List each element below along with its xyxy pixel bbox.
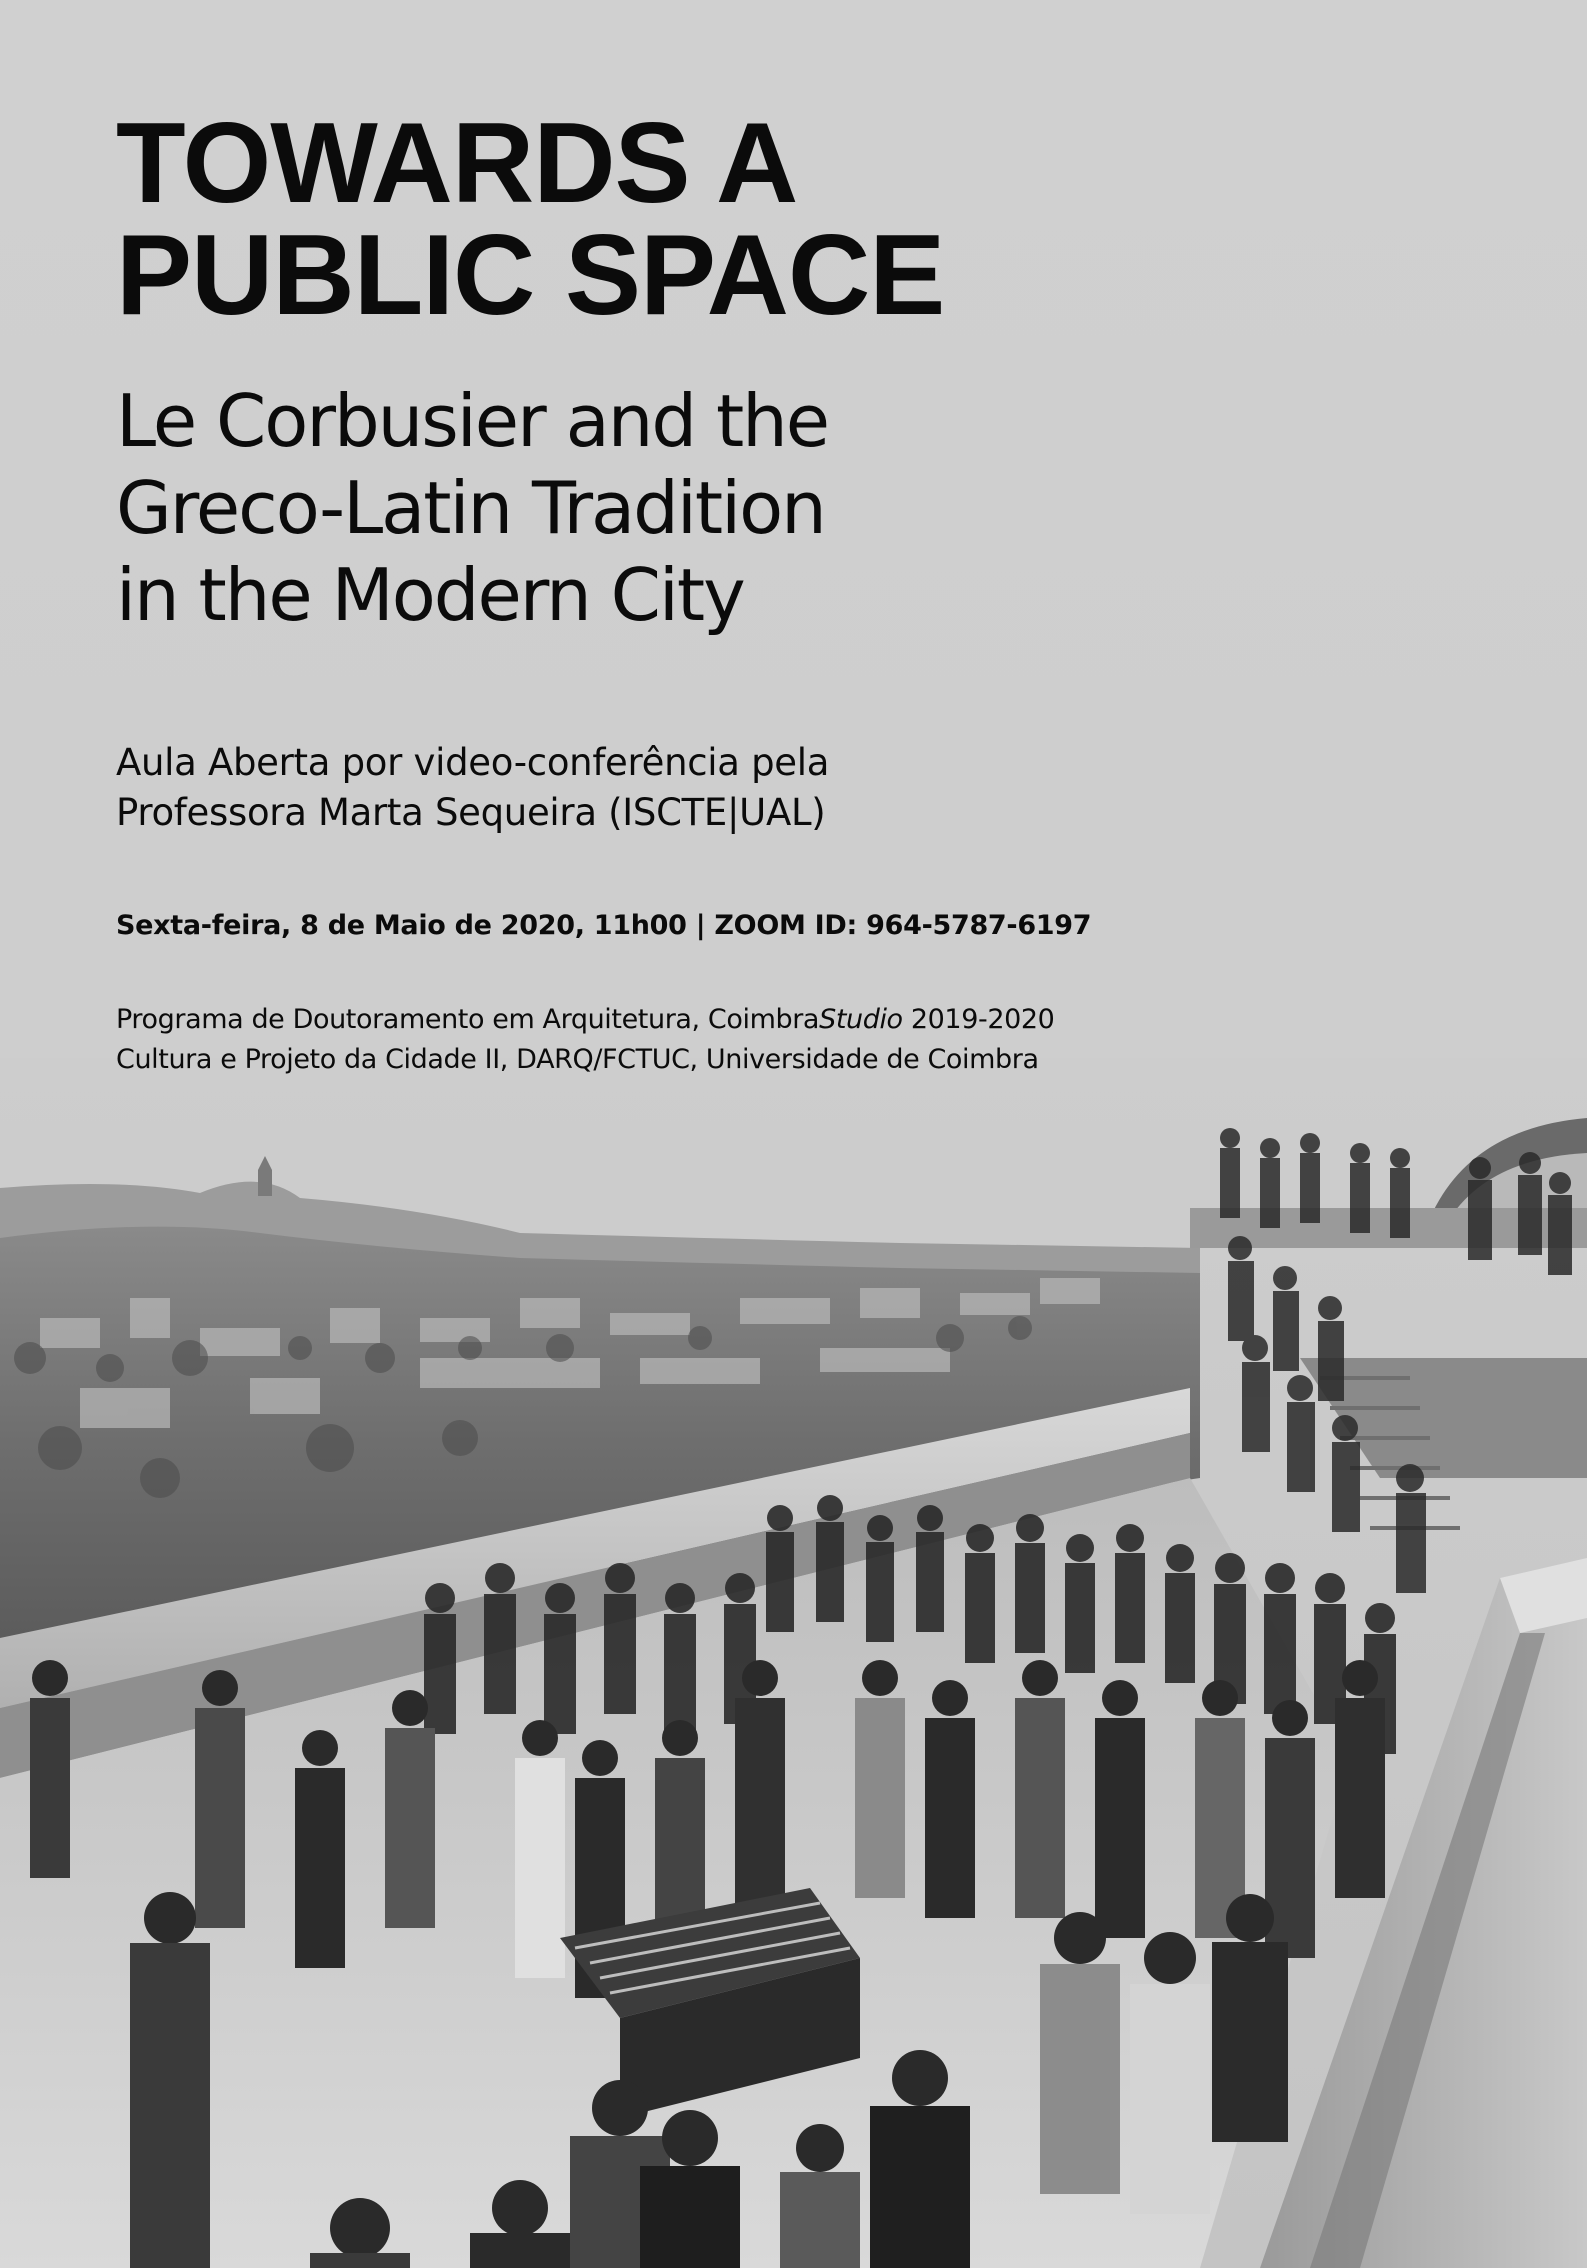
lecture-line-1: Aula Aberta por video-conferência pela: [116, 741, 830, 784]
program-line-1: [116, 1000, 1054, 1040]
title-line-1: TOWARDS A: [116, 100, 798, 227]
poster-subtitle: [116, 378, 828, 639]
rooftop-crowd-photo: [0, 1058, 1587, 2268]
lecture-line-2: Professora Marta Sequeira (ISCTE|UAL): [116, 791, 826, 834]
subtitle-line-1: Le Corbusier and the: [116, 379, 829, 463]
subtitle-line-2: Greco-Latin Tradition: [116, 466, 825, 550]
program-line-1-prefix: Programa de Doutoramento em Arquitetura, Coimbra: [116, 1004, 820, 1035]
program-line-1-italic: Studio: [819, 1004, 903, 1035]
poster-title: [116, 100, 945, 339]
program-line-1-suffix: 2019-2020: [902, 1004, 1055, 1035]
program-line-2: Cultura e Projeto da Cidade II, DARQ/FCTUC, Universidade de Coimbra: [116, 1044, 1039, 1075]
program-info: [116, 1000, 1054, 1080]
title-line-2: PUBLIC SPACE: [116, 212, 945, 339]
lecture-info: [116, 738, 829, 838]
subtitle-line-3: in the Modern City: [116, 553, 744, 637]
event-details: Sexta-feira, 8 de Maio de 2020, 11h00 | ZOOM ID: 964-5787-6197: [116, 910, 1092, 941]
